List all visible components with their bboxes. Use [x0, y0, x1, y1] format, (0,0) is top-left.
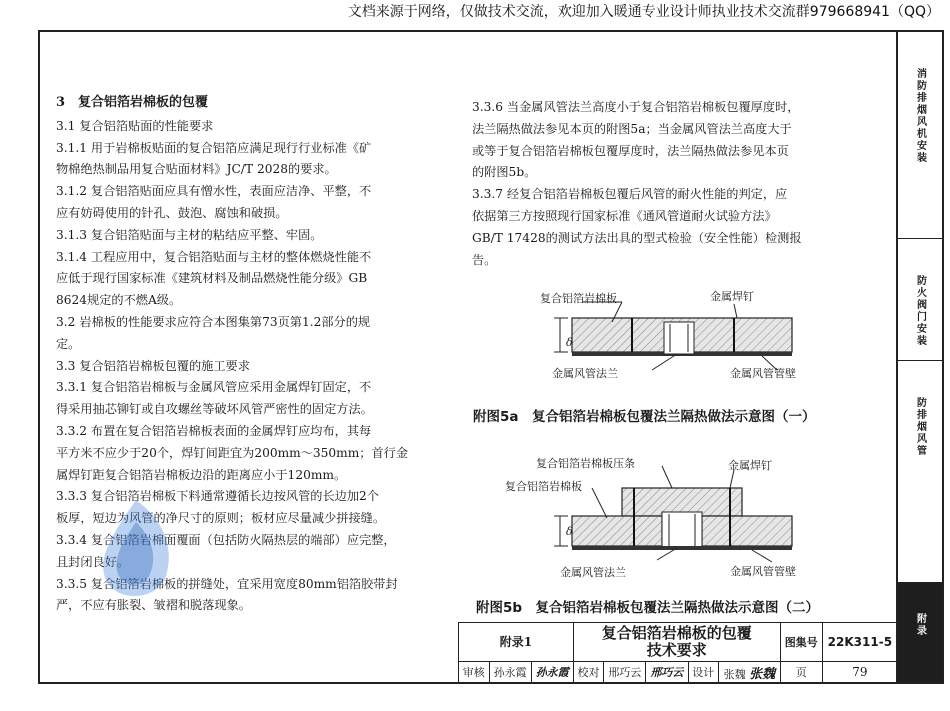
- designer-group: [719, 661, 781, 683]
- text-line: 3.3.3 复合铝箔岩棉板下料通常遵循长边按风管的长边加2个: [56, 489, 379, 504]
- rockwool-panel: [572, 516, 662, 546]
- text-line: 板厚，短边为风管的净尺寸的原则；板材应尽量减少拼接缝。: [56, 511, 386, 526]
- text-line: 3.1.3 复合铝箔贴面与主材的粘结应平整、牢固。: [56, 227, 323, 242]
- header-note: 文档来源于网络，仅做技术交流，欢迎加入暖通专业设计师执业技术交流群979668941（QQ）: [347, 4, 940, 20]
- page-number: 79: [822, 661, 897, 683]
- sidebar: [898, 30, 944, 684]
- text-line: 定。: [56, 336, 81, 351]
- text-line: 3.3.6 当金属风管法兰高度小于复合铝箔岩棉板包覆厚度时，: [472, 100, 800, 114]
- flange: [662, 512, 702, 548]
- label-wall: 金属风管管壁: [730, 565, 796, 578]
- label-wall: 金属风管管壁: [730, 367, 796, 380]
- sidebar-label: 附录: [914, 613, 926, 637]
- title-block: [458, 622, 898, 684]
- flange: [664, 322, 694, 354]
- sidebar-label: 防排烟风管: [914, 397, 926, 457]
- text-line: 3.1.4 工程应用中，复合铝箔贴面与主材的整体燃烧性能不: [56, 249, 372, 264]
- text-line: 3.3.7 经复合铝箔岩棉板包覆后风管的耐火性能的判定，应: [472, 187, 788, 202]
- figure-5a-diagram: [472, 282, 892, 392]
- text-line: 3.2 岩棉板的性能要求应符合本图集第73页第1.2部分的规: [56, 314, 371, 329]
- text-line: 3.3.4 复合铝箔岩棉面覆面（包括防火隔热层的端部）应完整，: [56, 532, 396, 547]
- text-line: 或等于复合铝箔岩棉板包覆厚度时，法兰隔热做法参见本页: [472, 143, 789, 158]
- text-line: 依据第三方按照现行国家标准《通风管道耐火试验方法》: [472, 208, 777, 223]
- text-line: GB/T 17428的测试方法出具的型式检验（安全性能）检测报: [472, 230, 802, 245]
- text-line: 告。: [472, 252, 497, 267]
- text-line: 3.1 复合铝箔贴面的性能要求: [56, 118, 214, 133]
- review-label: 审核: [459, 661, 490, 683]
- label-panel: 复合铝箔岩棉板: [540, 292, 617, 305]
- text-line: 平方米不应少于20个，焊钉间距宜为200mm～350mm；首行金: [56, 445, 409, 460]
- title-line: 技术要求: [646, 640, 707, 659]
- text-line: 得采用抽芯铆钉或自攻螺丝等破坏风管严密性的固定方法。: [56, 402, 373, 417]
- label-nail: 金属焊钉: [728, 459, 772, 472]
- atlas-number: 22K311-5: [822, 623, 897, 662]
- text-line: 3.3 复合铝箔岩棉板包覆的施工要求: [56, 358, 250, 373]
- figure-5b-diagram: [472, 456, 892, 576]
- text-line: 3.1.2 复合铝箔贴面应具有憎水性，表面应洁净、平整，不: [56, 184, 372, 199]
- sidebar-item-duct[interactable]: [898, 361, 942, 583]
- design-label: 设计: [688, 661, 719, 683]
- text-line: 3.3.5 复合铝箔岩棉板的拼缝处，宜采用宽度80mm铝箔胶带封: [56, 576, 398, 591]
- label-delta: δ: [566, 525, 573, 538]
- right-text-column: [472, 97, 882, 271]
- text-line: 的附图5b。: [472, 165, 537, 180]
- text-line: 法兰隔热做法参见本页的附图5a；当金属风管法兰高度大于: [472, 121, 792, 136]
- label-panel: 复合铝箔岩棉板: [505, 480, 582, 493]
- label-nail: 金属焊钉: [710, 290, 754, 303]
- reviewer-name: 孙永霞: [489, 661, 531, 683]
- rockwool-panel: [702, 516, 792, 546]
- sidebar-label: 防火阀门安装: [914, 275, 926, 347]
- duct-wall: [572, 546, 792, 550]
- sidebar-item-appendix[interactable]: [898, 583, 942, 682]
- text-line: 3.3.2 布置在复合铝箔岩棉板表面的金属焊钉应均布，其每: [56, 423, 372, 438]
- section-label: 附录1: [459, 623, 574, 662]
- sidebar-label: 消防排烟风机安装: [914, 68, 926, 164]
- text-line: 物棉绝热制品用复合贴面材料》JC/T 2028的要求。: [56, 162, 337, 177]
- watermark-logo: [88, 492, 184, 612]
- designer-name: 张魏: [723, 667, 746, 681]
- text-line: 严，不应有胀裂、皱褶和脱落现象。: [56, 598, 251, 613]
- atlas-label: 图集号: [780, 623, 822, 662]
- sidebar-item-damper[interactable]: [898, 239, 942, 361]
- figure-5b-caption: 附图5b 复合铝箔岩棉板包覆法兰隔热做法示意图（二）: [476, 600, 820, 616]
- text-line: 3.3.1 复合铝箔岩棉板与金属风管应采用金属焊钉固定，不: [56, 380, 372, 395]
- text-line: 且封闭良好。: [56, 554, 130, 569]
- text-line: 应有妨碍使用的针孔、鼓泡、腐蚀和破损。: [56, 205, 288, 220]
- text-line: 3.1.1 用于岩棉板贴面的复合铝箔应满足现行行业标准《矿: [56, 140, 372, 155]
- title-line: 复合铝箔岩棉板的包覆: [601, 623, 752, 642]
- reviewer-signature: 孙永霞: [531, 661, 573, 683]
- designer-signature: 张魏: [749, 666, 776, 682]
- label-flange: 金属风管法兰: [552, 367, 618, 380]
- text-line: 8624规定的不燃A级。: [56, 293, 182, 308]
- page-label: 页: [780, 661, 822, 683]
- label-flange: 金属风管法兰: [560, 566, 626, 579]
- checker-signature: 邢巧云: [646, 661, 688, 683]
- checker-name: 邢巧云: [604, 661, 646, 683]
- figure-5a-caption: 附图5a 复合铝箔岩棉板包覆法兰隔热做法示意图（一）: [473, 409, 816, 425]
- section-heading: 3 复合铝箔岩棉板的包覆: [56, 95, 209, 110]
- drawing-title: [573, 623, 780, 662]
- check-label: 校对: [573, 661, 604, 683]
- label-delta: δ: [566, 336, 573, 349]
- label-strip: 复合铝箔岩棉板压条: [536, 457, 635, 470]
- text-line: 属焊钉距复合铝箔岩棉板边沿的距离应小于120mm。: [56, 467, 347, 482]
- text-line: 应低于现行国家标准《建筑材料及制品燃烧性能分级》GB: [56, 271, 368, 286]
- sidebar-item-fan[interactable]: [898, 32, 942, 239]
